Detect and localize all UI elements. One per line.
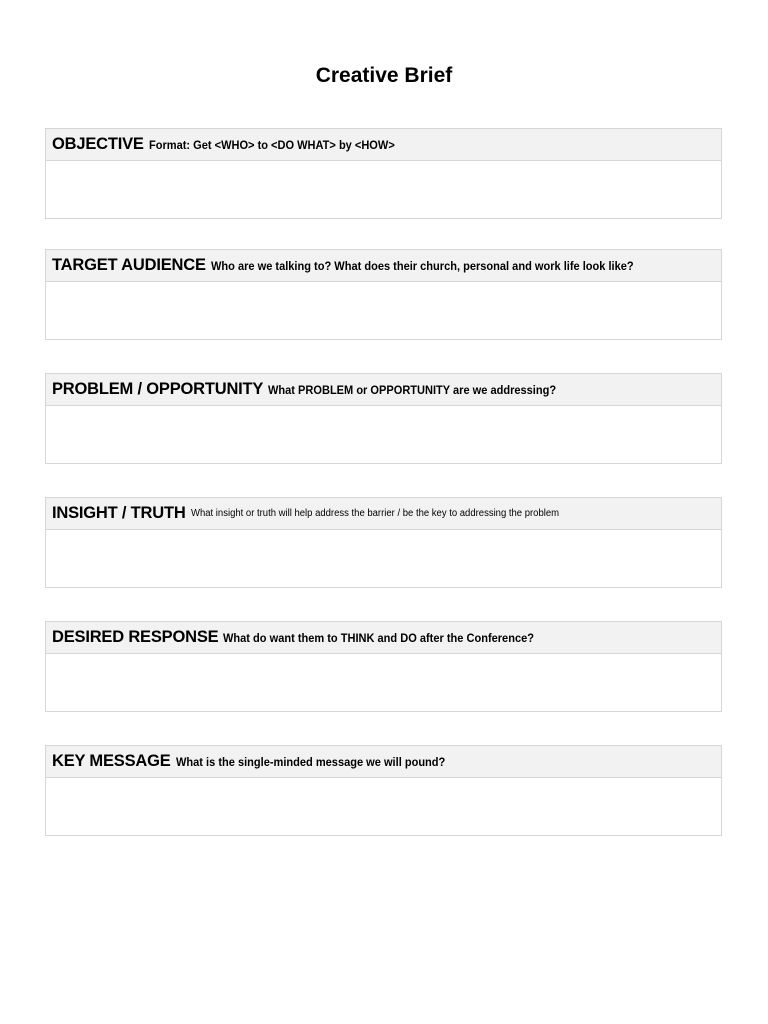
section-header	[46, 622, 721, 654]
section-label: TARGET AUDIENCE	[52, 256, 206, 274]
section-insight-truth	[45, 497, 722, 588]
section-header	[46, 250, 721, 282]
section-key-message	[45, 745, 722, 836]
section-label: DESIRED RESPONSE	[52, 628, 219, 646]
problem-opportunity-field[interactable]	[46, 406, 721, 463]
section-label: INSIGHT / TRUTH	[52, 504, 186, 522]
section-label: OBJECTIVE	[52, 135, 144, 153]
insight-truth-field[interactable]	[46, 530, 721, 587]
section-header	[46, 374, 721, 406]
section-prompt: Format: Get <WHO> to <DO WHAT> by <HOW>	[148, 137, 395, 152]
target-audience-field[interactable]	[46, 282, 721, 339]
section-label: PROBLEM / OPPORTUNITY	[52, 380, 264, 398]
section-prompt: Who are we talking to? What does their church, personal and work life look like?	[210, 258, 634, 273]
section-objective	[45, 128, 722, 219]
section-header	[46, 129, 721, 161]
section-header	[46, 746, 721, 778]
key-message-field[interactable]	[46, 778, 721, 835]
section-prompt: What PROBLEM or OPPORTUNITY are we addressing?	[268, 382, 557, 397]
section-prompt: What insight or truth will help address the barrier / be the key to addressing the problem	[190, 508, 559, 519]
desired-response-field[interactable]	[46, 654, 721, 711]
section-desired-response	[45, 621, 722, 712]
objective-field[interactable]	[46, 161, 721, 218]
section-target-audience	[45, 249, 722, 340]
section-header	[46, 498, 721, 530]
section-label: KEY MESSAGE	[52, 752, 171, 770]
document-title: Creative Brief	[315, 64, 453, 87]
section-problem-opportunity	[45, 373, 722, 464]
section-prompt: What is the single-minded message we will pound?	[175, 754, 445, 769]
section-prompt: What do want them to THINK and DO after the Conference?	[223, 630, 535, 645]
